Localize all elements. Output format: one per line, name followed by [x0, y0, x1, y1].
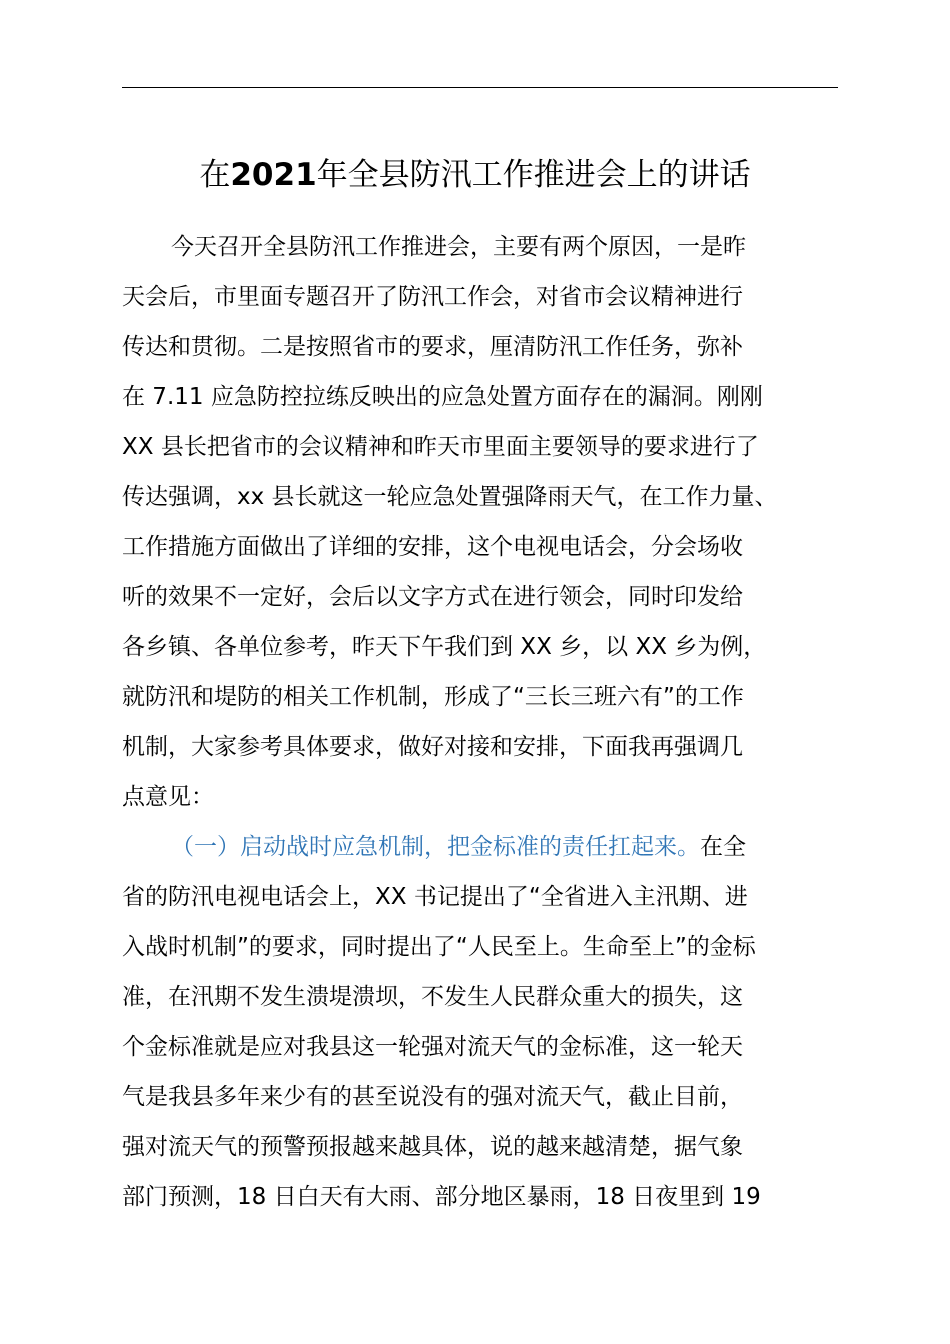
paragraph-line: 机制，大家参考具体要求，做好对接和安排，下面我再强调几 — [122, 734, 743, 760]
paragraph-line: 强对流天气的预警预报越来越具体，说的越来越清楚，据气象 — [122, 1134, 743, 1160]
title-suffix: 年全县防汛工作推进会上的讲话 — [316, 157, 751, 193]
document-title — [0, 150, 950, 200]
paragraph-line: 工作措施方面做出了详细的安排，这个电视电话会，分会场收 — [122, 534, 743, 560]
paragraph-line: 就防汛和堤防的相关工作机制，形成了“三长三班六有”的工作 — [122, 684, 744, 710]
paragraph-line: XX 县长把省市的会议精神和昨天市里面主要领导的要求进行了 — [122, 434, 759, 460]
title-prefix: 在 — [199, 157, 231, 193]
title-year: 2021 — [230, 157, 317, 193]
paragraph-line: 在 7.11 应急防控拉练反映出的应急处置方面存在的漏洞。刚刚 — [122, 384, 763, 410]
section-one-first-line — [171, 832, 746, 862]
section-one-lead-text: 在全 — [700, 834, 746, 860]
paragraph-line: 今天召开全县防汛工作推进会，主要有两个原因，一是昨 — [171, 234, 746, 260]
paragraph-line: 传达强调，xx 县长就这一轮应急处置强降雨天气，在工作力量、 — [122, 484, 778, 510]
paragraph-line: 省的防汛电视电话会上，XX 书记提出了“全省进入主汛期、进 — [122, 884, 748, 910]
paragraph-line: 个金标准就是应对我县这一轮强对流天气的金标准，这一轮天 — [122, 1034, 743, 1060]
paragraph-line: 各乡镇、各单位参考，昨天下午我们到 XX 乡，以 XX 乡为例， — [122, 634, 767, 660]
paragraph-line: 气是我县多年来少有的甚至说没有的强对流天气，截止目前， — [122, 1084, 743, 1110]
paragraph-line: 传达和贯彻。二是按照省市的要求，厘清防汛工作任务，弥补 — [122, 334, 743, 360]
paragraph-line: 入战时机制”的要求，同时提出了“人民至上。生命至上”的金标 — [122, 934, 756, 960]
paragraph-line: 点意见： — [122, 784, 214, 810]
section-one-heading: （一）启动战时应急机制，把金标准的责任扛起来。 — [171, 834, 700, 860]
paragraph-line: 听的效果不一定好，会后以文字方式在进行领会，同时印发给 — [122, 584, 743, 610]
header-rule — [122, 87, 838, 88]
paragraph-line: 准，在汛期不发生溃堤溃坝，不发生人民群众重大的损失，这 — [122, 984, 743, 1010]
paragraph-line: 天会后，市里面专题召开了防汛工作会，对省市会议精神进行 — [122, 284, 743, 310]
paragraph-line: 部门预测，18 日白天有大雨、部分地区暴雨，18 日夜里到 19 — [122, 1184, 761, 1210]
